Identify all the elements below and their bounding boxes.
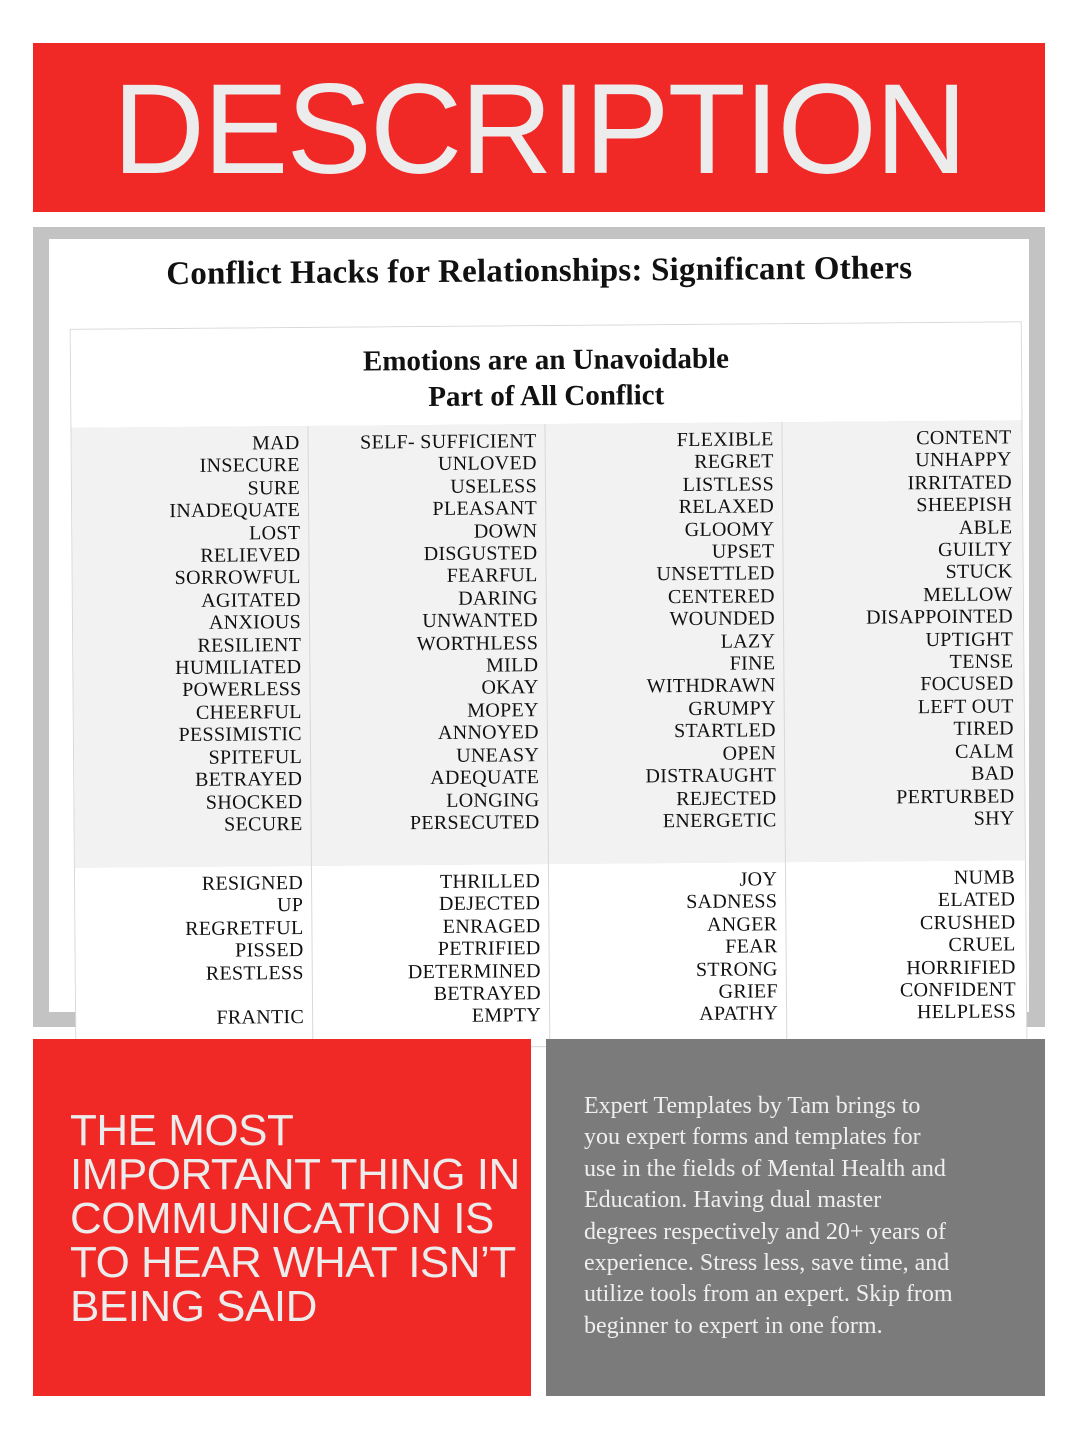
emotion-word: INADEQUATE <box>169 499 301 523</box>
quote-line: THE MOST <box>70 1106 294 1155</box>
emotion-word: MAD <box>251 432 300 455</box>
table-cell <box>75 866 313 1050</box>
emotion-word: WITHDRAWN <box>646 674 776 698</box>
emotion-word: GLOOMY <box>684 517 775 541</box>
emotion-word: SHY <box>973 807 1015 830</box>
emotion-word: PLEASANT <box>432 497 538 521</box>
table-header <box>71 322 1022 428</box>
emotion-word: UPTIGHT <box>925 628 1014 651</box>
emotion-word: LEFT OUT <box>917 695 1014 719</box>
document-preview <box>49 239 1029 1030</box>
emotion-word: CRUSHED <box>919 911 1016 934</box>
emotion-word: DARING <box>458 587 538 610</box>
emotion-word: ELATED <box>937 888 1016 912</box>
emotion-word: APATHY <box>699 1002 779 1026</box>
about-text-line: beginner to expert in one form. <box>584 1313 883 1339</box>
table-cell <box>71 426 311 868</box>
table-cell <box>312 864 550 1048</box>
emotion-word: PERSECUTED <box>409 811 540 835</box>
emotion-word: DEJECTED <box>438 892 541 916</box>
emotion-word: PESSIMISTIC <box>178 723 302 747</box>
emotion-word: LISTLESS <box>682 473 775 496</box>
emotion-word: PETRIFIED <box>437 937 541 961</box>
emotion-word: NUMB <box>953 866 1016 889</box>
emotion-word: REGRET <box>694 450 774 474</box>
emotion-word: BETRAYED <box>433 982 542 1006</box>
about-text-line: you expert forms and templates for <box>584 1124 921 1150</box>
emotion-word: FOCUSED <box>920 672 1014 696</box>
emotion-word: STUCK <box>945 560 1013 584</box>
emotion-word: FINE <box>729 652 776 675</box>
emotion-word: GUILTY <box>937 538 1013 562</box>
emotion-word: THRILLED <box>439 870 541 893</box>
emotion-word: FEARFUL <box>446 564 538 588</box>
emotion-word: STRONG <box>695 957 778 981</box>
emotion-word: STARTLED <box>673 719 776 743</box>
emotion-word: DISAPPOINTED <box>865 605 1014 629</box>
emotion-word: UNHAPPY <box>915 448 1012 472</box>
emotion-word: WORTHLESS <box>416 631 539 655</box>
emotion-word: SELF- SUFFICIENT <box>360 430 537 454</box>
emotion-word: FEAR <box>725 935 778 958</box>
quote-line: IMPORTANT THING IN <box>70 1150 520 1199</box>
emotion-word: SADNESS <box>686 890 778 914</box>
emotion-word: RELAXED <box>678 495 775 519</box>
about-panel <box>546 1039 1045 1396</box>
emotions-table <box>70 321 1028 1050</box>
emotion-word: MOPEY <box>467 699 539 722</box>
emotion-word: BETRAYED <box>194 768 303 791</box>
about-text-line: experience. Stress less, save time, and <box>584 1250 950 1276</box>
emotion-word: RESILIENT <box>197 633 302 657</box>
emotion-word: CHEERFUL <box>195 700 302 724</box>
table-cell <box>308 424 548 866</box>
emotion-word: ANXIOUS <box>208 611 302 635</box>
emotion-word: CENTERED <box>667 585 775 608</box>
emotion-word: REGRETFUL <box>185 916 304 940</box>
emotion-word: SURE <box>247 476 301 500</box>
emotion-word: DISTRAUGHT <box>645 764 777 788</box>
emotion-word: RESIGNED <box>201 872 304 895</box>
emotion-word: ANNOYED <box>437 721 539 745</box>
emotion-word: GRIEF <box>718 980 779 1003</box>
banner-title: DESCRIPTION <box>112 57 966 201</box>
emotion-word: HUMILIATED <box>174 656 302 680</box>
emotion-word: SHOCKED <box>205 790 303 814</box>
emotion-word: DISGUSTED <box>423 542 538 566</box>
table-header-line: Part of All Conflict <box>428 379 665 414</box>
emotion-word: USELESS <box>450 474 538 498</box>
quote-line: TO HEAR WHAT ISN’T <box>70 1238 516 1287</box>
emotion-word: SORROWFUL <box>174 566 301 590</box>
about-text-line: degrees respectively and 20+ years of <box>584 1219 947 1245</box>
emotion-word: DOWN <box>473 519 538 543</box>
emotion-word: DETERMINED <box>407 959 541 983</box>
about-text-line: Expert Templates by Tam brings to <box>584 1093 921 1119</box>
emotion-word: BAD <box>971 762 1015 785</box>
emotion-word: MELLOW <box>923 583 1013 606</box>
emotion-word: HORRIFIED <box>906 956 1016 979</box>
quote-panel <box>33 1039 531 1396</box>
emotion-word: JOY <box>739 868 778 891</box>
emotion-word: UNLOVED <box>437 452 537 476</box>
emotion-word: UNSETTLED <box>656 562 775 586</box>
emotion-word: GRUMPY <box>688 697 776 720</box>
table-cell <box>786 860 1024 1044</box>
emotion-word: ADEQUATE <box>430 766 540 790</box>
emotion-word: IRRITATED <box>907 471 1013 495</box>
emotion-word: RESTLESS <box>205 961 304 985</box>
table-row <box>75 860 1026 1050</box>
emotion-word: LAZY <box>720 629 776 653</box>
emotion-word: UPSET <box>711 540 775 563</box>
emotion-word: OKAY <box>481 676 539 700</box>
emotion-word: SHEEPISH <box>916 493 1013 517</box>
emotion-word: RELIEVED <box>200 544 301 567</box>
emotion-word: PERTURBED <box>896 784 1015 808</box>
emotion-word: AGITATED <box>201 588 301 612</box>
emotion-word: EMPTY <box>471 1004 542 1028</box>
table-cell <box>782 420 1022 862</box>
emotion-word: FRANTIC <box>216 1006 305 1030</box>
description-banner <box>33 43 1045 212</box>
about-text-line: use in the fields of Mental Health and <box>584 1156 946 1182</box>
emotion-word: POWERLESS <box>182 678 302 702</box>
emotion-word: MILD <box>485 654 539 677</box>
emotion-word: PISSED <box>235 939 304 962</box>
emotion-word: FLEXIBLE <box>676 428 774 452</box>
emotion-word: CONTENT <box>916 426 1012 450</box>
emotion-word: HELPLESS <box>916 1000 1017 1024</box>
emotion-word: UP <box>276 894 304 917</box>
quote-line: COMMUNICATION IS <box>70 1194 494 1243</box>
emotion-word: CONFIDENT <box>899 978 1017 1002</box>
emotion-word: LOST <box>249 521 301 545</box>
emotion-word: TIRED <box>953 717 1014 741</box>
emotion-word: UNEASY <box>456 743 540 767</box>
emotion-word: ENRAGED <box>442 914 541 938</box>
emotion-word: OPEN <box>722 741 777 765</box>
quote-line: BEING SAID <box>70 1282 317 1331</box>
about-text-line: utilize tools from an expert. Skip from <box>584 1281 953 1307</box>
emotion-word: LONGING <box>446 788 540 812</box>
emotion-word <box>76 984 304 1008</box>
emotion-word: WOUNDED <box>669 607 776 631</box>
table-cell <box>545 422 785 864</box>
emotion-word: SECURE <box>224 812 303 836</box>
emotion-word: SPITEFUL <box>208 745 303 769</box>
emotion-word: CRUEL <box>948 933 1016 957</box>
emotion-word: UNWANTED <box>422 609 539 633</box>
document-title: Conflict Hacks for Relationships: Significant Others <box>166 250 913 293</box>
table-header-line: Emotions are an Unavoidable <box>362 342 730 378</box>
document-preview-frame <box>33 227 1045 1030</box>
emotion-word: TENSE <box>949 650 1014 674</box>
emotion-word: ENERGETIC <box>662 809 777 833</box>
emotion-word: CALM <box>954 740 1015 763</box>
emotion-word: REJECTED <box>676 786 777 810</box>
emotion-word: INSECURE <box>199 454 300 478</box>
table-row <box>71 420 1024 868</box>
emotion-word: ANGER <box>706 913 778 936</box>
about-text-line: Education. Having dual master <box>584 1187 882 1213</box>
emotion-word: ABLE <box>958 516 1013 539</box>
table-cell <box>549 862 787 1046</box>
